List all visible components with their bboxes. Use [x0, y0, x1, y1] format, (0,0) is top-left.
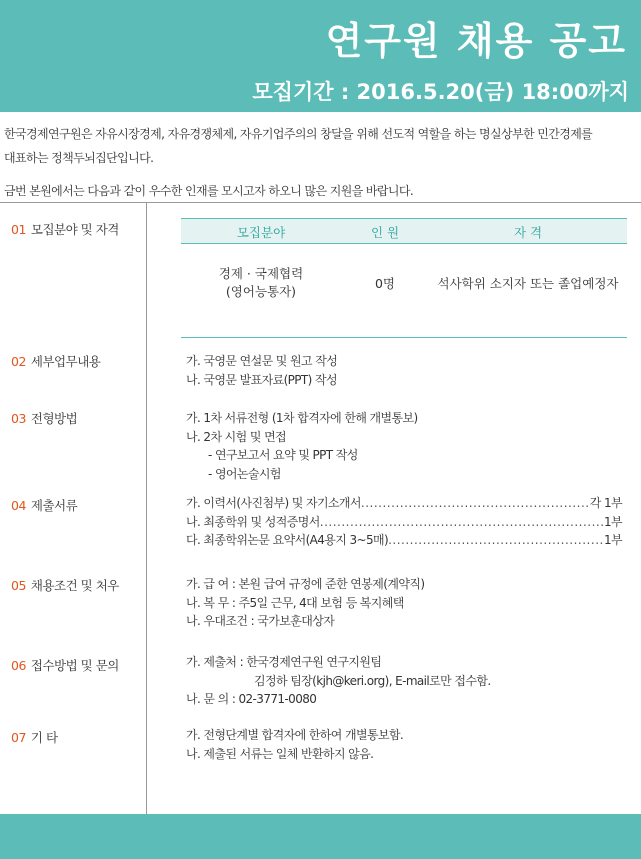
recruitment-period: 모집기간 : 2016.5.20(금) 18:00까지: [252, 80, 629, 104]
intro-line-3: 금번 본원에서는 다음과 같이 우수한 인재를 모시고자 하오니 많은 지원을 바랍니다.: [4, 184, 414, 198]
list-item: 나. 우대조건 : 국가보훈대상자: [186, 614, 335, 628]
list-item: 나. 복 무 : 주5일 근무, 4대 보험 등 복지혜택: [186, 595, 404, 610]
section-07-body: [186, 726, 626, 763]
dot-leader: [320, 513, 604, 532]
list-item: 나. 문 의 : 02-3771-0080: [186, 692, 317, 706]
document-count: 1부: [603, 514, 622, 529]
list-item: 가. 1차 서류전형 (1차 합격자에 한해 개별통보): [186, 411, 418, 425]
dot-leader: [361, 494, 590, 513]
dot-leader: [388, 531, 604, 550]
intro-line-1: 한국경제연구원은 자유시장경제, 자유경쟁체제, 자유기업주의의 창달을 위해 선도적 역할을 하는 명실상부한 민간경제를: [4, 127, 593, 141]
intro-text: [4, 122, 638, 203]
document-name: 다. 최종학위논문 요약서(A4용지 3~5매): [186, 533, 389, 547]
section-03-body: [186, 409, 626, 483]
list-item: 나. 제출된 서류는 일체 반환하지 않음.: [186, 746, 374, 761]
section-number: 02: [11, 354, 26, 369]
label-column-divider: [146, 203, 147, 814]
cell-field-line-2: (영어능통자): [225, 284, 297, 299]
section-06-label: [11, 656, 119, 674]
section-04-body: [186, 494, 626, 550]
top-divider: [0, 202, 641, 203]
section-02-label: [11, 352, 100, 370]
section-title: 세부업무내용: [30, 354, 101, 369]
list-item: [186, 494, 622, 513]
header-qualification: 자 격: [513, 225, 543, 240]
header-count: 인 원: [370, 225, 400, 240]
section-number: 07: [11, 730, 26, 745]
section-title: 모집분야 및 자격: [30, 222, 119, 237]
document-count: 각 1부: [589, 496, 622, 510]
list-item: - 영어논술시험: [208, 466, 281, 481]
section-number: 06: [11, 658, 26, 673]
cell-field: [181, 265, 341, 301]
section-title: 접수방법 및 문의: [30, 658, 119, 673]
document-count: 1부: [603, 533, 622, 547]
list-item: 가. 전형단계별 합격자에 한하여 개별통보함.: [186, 728, 404, 742]
recruitment-table: [181, 218, 627, 338]
section-04-label: [11, 496, 77, 514]
list-item: 김정하 팀장(kjh@keri.org), E-mail로만 접수함.: [254, 673, 491, 688]
section-03-label: [11, 409, 77, 427]
cell-qualification: 석사학위 소지자 또는 졸업예정자: [437, 276, 619, 291]
list-item: [186, 513, 622, 532]
section-01-label: [11, 220, 119, 238]
section-title: 채용조건 및 처우: [30, 578, 119, 593]
cell-count: 0명: [374, 276, 396, 291]
list-item: 가. 제출처 : 한국경제연구원 연구지원팀: [186, 655, 382, 669]
section-title: 기 타: [30, 730, 58, 745]
section-title: 제출서류: [30, 498, 78, 513]
header-banner: [0, 0, 641, 112]
section-number: 03: [11, 411, 26, 426]
section-number: 01: [11, 222, 26, 237]
intro-line-2: 대표하는 정책두뇌집단입니다.: [4, 151, 154, 165]
list-item: 나. 국영문 발표자료(PPT) 작성: [186, 372, 337, 387]
section-number: 05: [11, 578, 26, 593]
section-05-label: [11, 576, 119, 594]
page-title: 연구원 채용 공고: [325, 19, 627, 63]
cell-field-line-1: 경제 · 국제협력: [218, 266, 304, 281]
list-item: 나. 2차 시험 및 면접: [186, 429, 287, 444]
header-field: 모집분야: [236, 225, 286, 240]
document-name: 나. 최종학위 및 성적증명서: [186, 514, 320, 529]
section-number: 04: [11, 498, 26, 513]
list-item: 가. 국영문 연설문 및 원고 작성: [186, 354, 338, 368]
section-02-body: [186, 352, 626, 389]
table-header: [181, 219, 627, 244]
section-06-body: [186, 653, 626, 709]
section-title: 전형방법: [30, 411, 78, 426]
list-item: [186, 531, 622, 550]
document-name: 가. 이력서(사진첨부) 및 자기소개서: [186, 496, 361, 510]
list-item: - 연구보고서 요약 및 PPT 작성: [208, 448, 358, 462]
section-05-body: [186, 575, 626, 631]
section-07-label: [11, 728, 58, 746]
list-item: 가. 급 여 : 본원 급여 규정에 준한 연봉제(계약직): [186, 577, 425, 591]
footer-bar: [0, 814, 641, 859]
